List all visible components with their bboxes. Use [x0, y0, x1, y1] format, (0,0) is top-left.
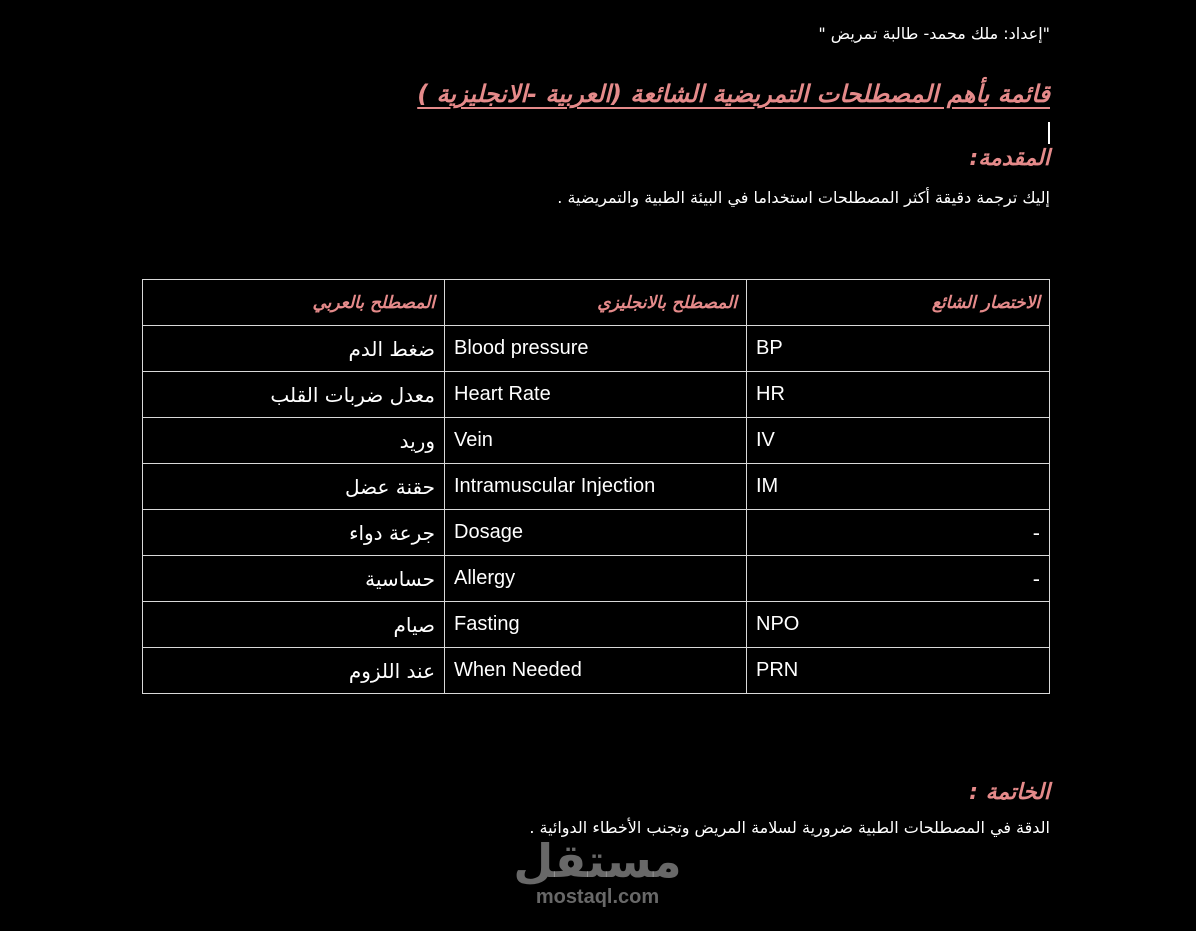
cell-arabic-term: ضغط الدم	[143, 326, 445, 372]
text-cursor	[1048, 122, 1050, 144]
cell-english-term: When Needed	[445, 648, 747, 694]
table-row	[143, 648, 1050, 694]
cell-arabic-term: عند اللزوم	[143, 648, 445, 694]
cell-arabic-term: جرعة دواء	[143, 510, 445, 556]
table-row	[143, 326, 1050, 372]
conclusion-text: الدقة في المصطلحات الطبية ضرورية لسلامة المريض وتجنب الأخطاء الدوائية .	[529, 818, 1050, 837]
intro-text: إليك ترجمة دقيقة أكثر المصطلحات استخداما في البيئة الطبية والتمريضية .	[557, 188, 1050, 207]
cell-abbreviation: HR	[747, 372, 1050, 418]
cell-abbreviation: -	[747, 556, 1050, 602]
table-row	[143, 556, 1050, 602]
cell-english-term: Heart Rate	[445, 372, 747, 418]
cell-english-term: Blood pressure	[445, 326, 747, 372]
cell-english-term: Vein	[445, 418, 747, 464]
cell-abbreviation: IV	[747, 418, 1050, 464]
cell-english-term: Allergy	[445, 556, 747, 602]
table-row	[143, 464, 1050, 510]
document-title: قائمة بأهم المصطلحات التمريضية الشائعة (العربية -الانجليزية )	[417, 80, 1050, 108]
cell-abbreviation: NPO	[747, 602, 1050, 648]
table-row	[143, 372, 1050, 418]
table-header-row	[143, 280, 1050, 326]
table-row	[143, 418, 1050, 464]
cell-abbreviation: BP	[747, 326, 1050, 372]
cell-abbreviation: PRN	[747, 648, 1050, 694]
cell-english-term: Dosage	[445, 510, 747, 556]
cell-english-term: Fasting	[445, 602, 747, 648]
intro-heading: المقدمة:	[969, 146, 1050, 171]
table-row	[143, 510, 1050, 556]
cell-arabic-term: حقنة عضل	[143, 464, 445, 510]
cell-english-term: Intramuscular Injection	[445, 464, 747, 510]
cell-arabic-term: صيام	[143, 602, 445, 648]
table-row	[143, 602, 1050, 648]
cell-abbreviation: -	[747, 510, 1050, 556]
header-abbreviation: الاختصار الشائع	[747, 280, 1050, 326]
terms-table	[142, 279, 1050, 694]
cell-arabic-term: معدل ضربات القلب	[143, 372, 445, 418]
watermark	[510, 836, 685, 908]
header-english-term: المصطلح بالانجليزي	[445, 280, 747, 326]
conclusion-heading: الخاتمة :	[969, 780, 1050, 805]
author-line: "إعداد: ملك محمد- طالبة تمريض "	[818, 24, 1050, 43]
header-arabic-term: المصطلح بالعربي	[143, 280, 445, 326]
watermark-logo: مستقل	[513, 834, 682, 888]
watermark-url: mostaql.com	[535, 886, 660, 908]
cell-arabic-term: وريد	[143, 418, 445, 464]
cell-abbreviation: IM	[747, 464, 1050, 510]
cell-arabic-term: حساسية	[143, 556, 445, 602]
